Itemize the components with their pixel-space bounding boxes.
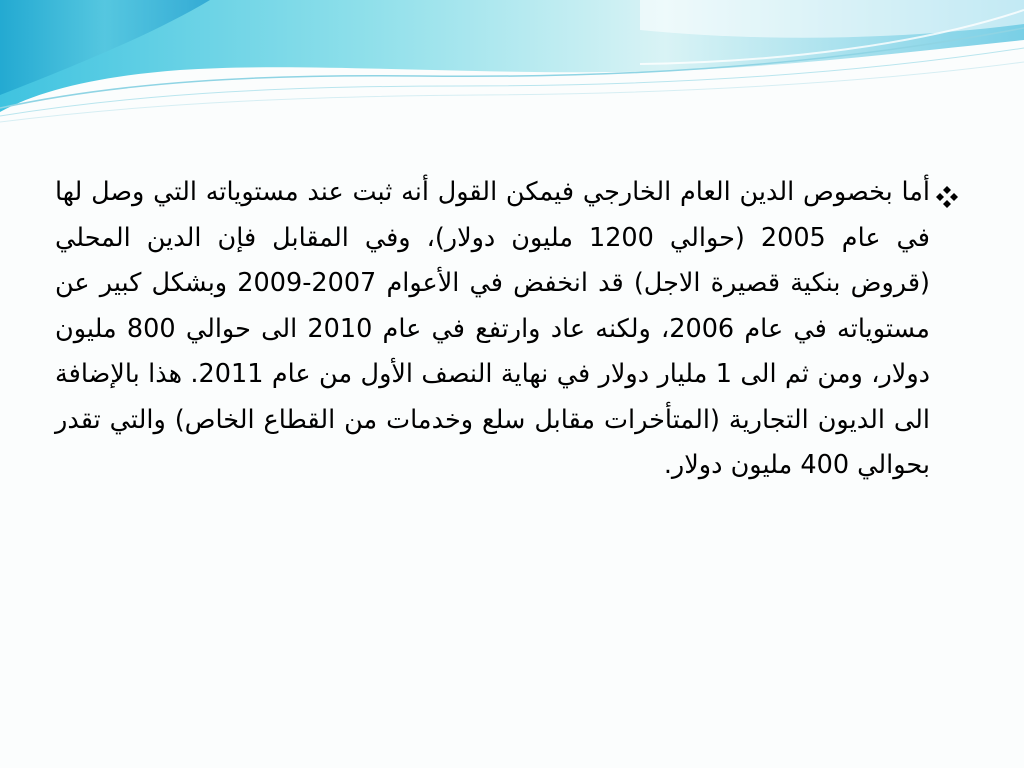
bullet-item	[55, 170, 960, 489]
four-diamond-bullet-icon	[934, 184, 960, 210]
header-wave-decoration	[0, 0, 1024, 130]
bullet-text: أما بخصوص الدين العام الخارجي فيمكن القول أنه ثبت عند مستوياته التي وصل لها في عام 2005 (حوالي 1200 مليون دولار)، وفي المقابل فإن الدين المحلي (قروض بنكية قصيرة الاجل) قد انخفض في الأعوام 2007-2009 وبشكل كبير عن مستوياته في عام 2006، ولكنه عاد وارتفع في عام 2010 الى حوالي 800 مليون دولار، ومن ثم الى 1 مليار دولار في نهاية النصف الأول من عام 2011. هذا بالإضافة الى الديون التجارية (المتأخرات مقابل سلع وخدمات من القطاع الخاص) والتي تقدر بحوالي 400 مليون دولار.	[55, 177, 930, 480]
